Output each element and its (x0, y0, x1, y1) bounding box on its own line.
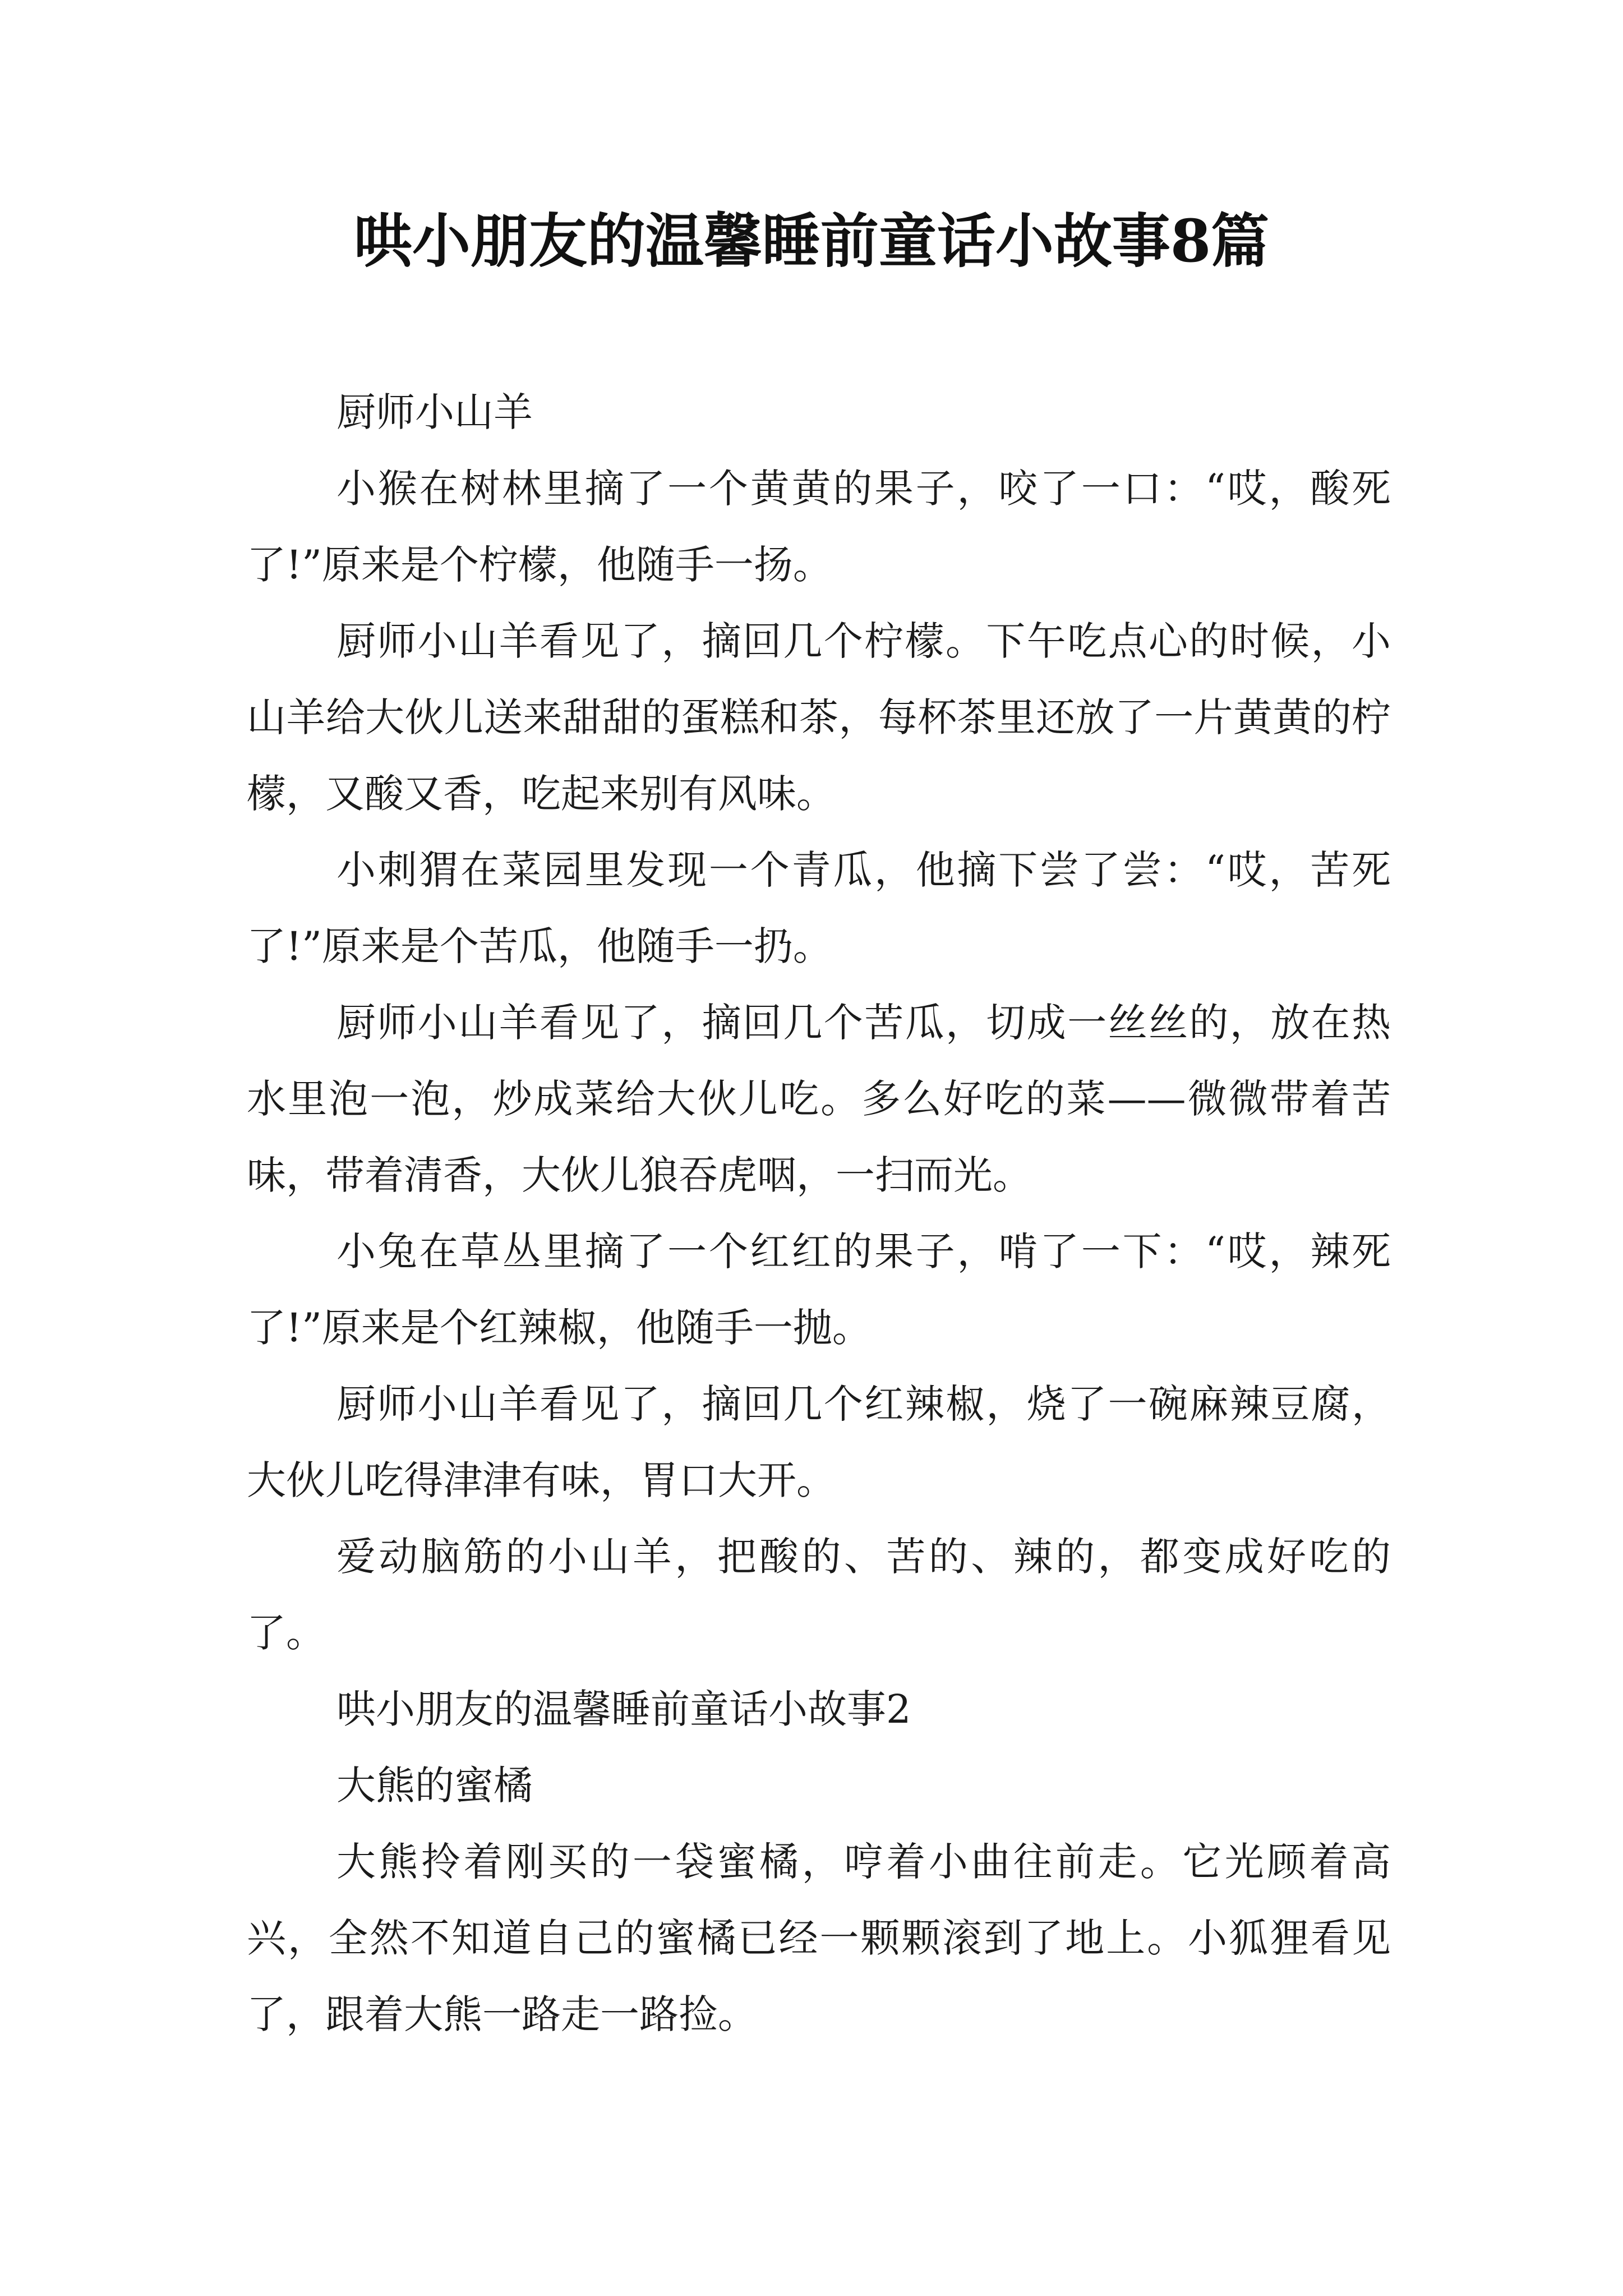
section-heading: 厨师小山羊 (336, 389, 533, 435)
section-heading: 大熊的蜜橘 (336, 1763, 533, 1809)
body-paragraph: 爱动脑筋的小山羊，把酸的、苦的、辣的，都变成好吃的了。 (247, 1534, 1391, 1656)
document-title: 哄小朋友的温馨睡前童话小故事8篇 (353, 206, 1270, 275)
body-paragraph: 厨师小山羊看见了，摘回几个柠檬。下午吃点心的时候，小山羊给大伙儿送来甜甜的蛋糕和茶，每杯茶里还放了一片黄黄的柠檬，又酸又香，吃起来别有风味。 (247, 618, 1391, 817)
body-paragraph: 小兔在草丛里摘了一个红红的果子，啃了一下：“哎，辣死了!”原来是个红辣椒，他随手一抛。 (247, 1228, 1391, 1351)
body-paragraph: 厨师小山羊看见了，摘回几个红辣椒，烧了一碗麻辣豆腐，大伙儿吃得津津有味，胃口大开。 (247, 1381, 1391, 1503)
body-paragraph: 大熊拎着刚买的一袋蜜橘，哼着小曲往前走。它光顾着高兴，全然不知道自己的蜜橘已经一颗颗滚到了地上。小狐狸看见了，跟着大熊一路走一路捡。 (247, 1839, 1391, 2037)
section-heading: 哄小朋友的温馨睡前童话小故事2 (336, 1686, 911, 1732)
body-paragraph: 厨师小山羊看见了，摘回几个苦瓜，切成一丝丝的，放在热水里泡一泡，炒成菜给大伙儿吃。多么好吃的菜——微微带着苦味，带着清香，大伙儿狼吞虎咽，一扫而光。 (247, 1000, 1391, 1198)
document-body (247, 374, 1391, 2053)
body-paragraph: 小刺猬在菜园里发现一个青瓜，他摘下尝了尝：“哎，苦死了!”原来是个苦瓜，他随手一扔。 (247, 847, 1391, 969)
body-paragraph: 小猴在树林里摘了一个黄黄的果子，咬了一口：“哎，酸死了!”原来是个柠檬，他随手一扬。 (247, 466, 1391, 588)
